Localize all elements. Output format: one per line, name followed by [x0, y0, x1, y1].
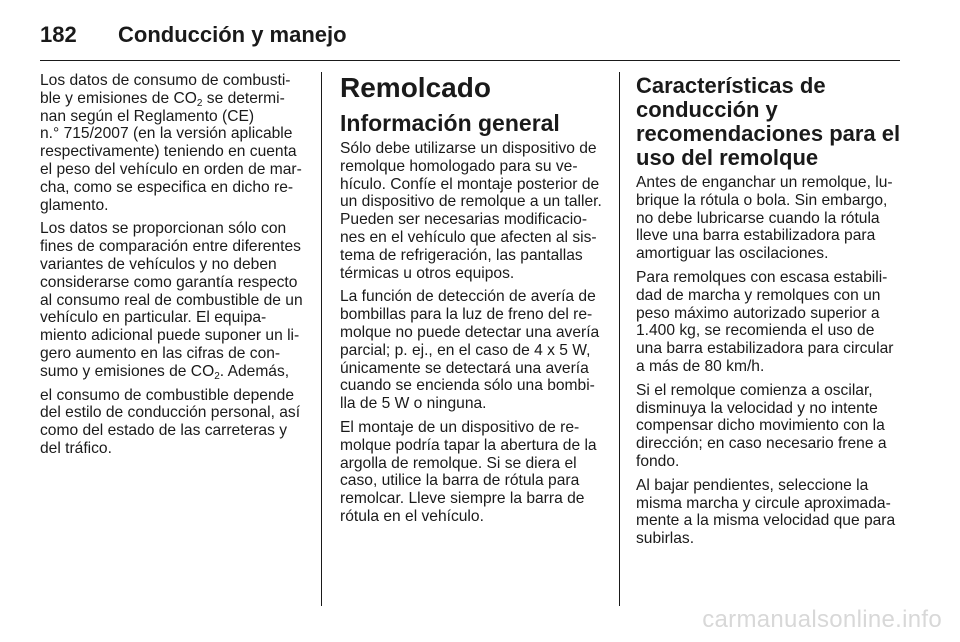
paragraph-bulb-failure [340, 288, 606, 413]
text-line: gero aumento en las cifras de con- [40, 344, 281, 362]
column-middle [340, 72, 606, 532]
watermark: carmanualsonline.info [702, 606, 942, 633]
text-line: argolla de remolque. Si se diera el [340, 454, 577, 472]
text-line: Sólo debe utilizarse un dispositivo de [340, 140, 597, 157]
text-line: vehículo en particular. El equipa- [40, 309, 267, 327]
text-line: bombillas para la luz de freno del re- [340, 306, 593, 324]
text-fragment: ble y emisiones de CO [40, 89, 197, 107]
text-line: Los datos se proporcionan sólo con [40, 220, 287, 238]
text-line: glamento. [40, 196, 109, 214]
text-fragment: . Además, [219, 362, 290, 380]
text-line: dirección; en caso necesario frene a [636, 435, 887, 453]
text-line: remolcar. Lleve siempre la barra de [340, 490, 585, 508]
text-line: Los datos de consumo de combusti- [40, 72, 291, 89]
text-line: amortiguar las oscilaciones. [636, 245, 829, 263]
text-line: misma marcha y circule aproximada- [636, 494, 891, 512]
text-line: cuando se encienda sólo una bombi- [340, 377, 595, 395]
page-header [40, 14, 920, 54]
subscript: 2 [214, 370, 220, 382]
text-fragment: se determi- [202, 89, 285, 107]
heading-line: uso del remolque [636, 145, 819, 170]
text-line: lleve una barra estabilizadora para [636, 227, 876, 245]
text-line: disminuya la velocidad y no intente [636, 399, 878, 417]
text-line: a más de 80 km/h. [636, 357, 765, 375]
text-line: n.° 715/2007 (en la versión aplicable [40, 125, 293, 143]
text-line: 1.400 kg, se recomienda el uso de [636, 322, 875, 340]
text-line: Antes de enganchar un remolque, lu- [636, 174, 893, 191]
text-line: el peso del vehículo en orden de mar- [40, 160, 302, 178]
section-heading-remolcado: Remolcado [340, 72, 491, 103]
text-line [40, 90, 306, 108]
heading-line: conducción y [636, 97, 778, 122]
page-number: 182 [40, 22, 77, 47]
paragraph-towing-device [340, 140, 606, 282]
text-line: rótula en el vehículo. [340, 507, 484, 525]
paragraph-consumption-data [40, 72, 306, 214]
text-line: parcial; p. ej., en el caso de 4 x 5 W, [340, 341, 591, 359]
text-line: cha, como se especifica en dicho re- [40, 178, 294, 196]
text-line: un dispositivo de remolque a un taller. [340, 193, 602, 211]
paragraph-lubrication [636, 174, 908, 263]
text-line: caso, utilice la barra de rótula para [340, 472, 580, 490]
text-line: del tráfico. [40, 439, 112, 457]
column-right [636, 72, 908, 554]
text-line: respectivamente) teniendo en cuenta [40, 143, 297, 161]
text-line: fines de comparación entre diferentes [40, 238, 301, 256]
text-line: molque no puede detectar una avería [340, 323, 600, 341]
text-line: La función de detección de avería de [340, 288, 596, 306]
paragraph-towing-eye [340, 419, 606, 526]
text-line: compensar dicho movimiento con la [636, 417, 885, 435]
text-line: nes en el vehículo que afecten al sis- [340, 228, 597, 246]
paragraph-downhill [636, 477, 908, 548]
text-line: lla de 5 W o ninguna. [340, 395, 487, 413]
text-line: considerarse como garantía respecto [40, 273, 298, 291]
text-line: molque podría tapar la abertura de la [340, 436, 597, 454]
text-line: del estilo de conducción personal, así [40, 404, 301, 422]
paragraph-driving-style [40, 387, 306, 458]
header-rule [40, 60, 900, 61]
text-line: no debe lubricarse cuando la rótula [636, 209, 880, 227]
text-line: subirlas. [636, 530, 695, 548]
text-line: Para remolques con escasa estabili- [636, 268, 888, 286]
text-line: dad de marcha y remolques con un [636, 286, 881, 304]
text-line: El montaje de un dispositivo de re- [340, 418, 580, 436]
text-line: mente a la misma velocidad que para [636, 512, 896, 530]
heading-line: recomendaciones para el [636, 121, 901, 146]
subsection-heading-informacion-general: Información general [340, 110, 560, 136]
text-line: remolque homologado para su ve- [340, 157, 578, 175]
text-line: miento adicional puede suponer un li- [40, 327, 300, 345]
text-line: tema de refrigeración, las pantallas [340, 246, 583, 264]
text-line: Si el remolque comienza a oscilar, [636, 381, 873, 399]
text-line: hículo. Confíe el montaje posterior de [340, 175, 600, 193]
text-line: térmicas u otros equipos. [340, 264, 515, 282]
column-divider-right [619, 72, 620, 606]
paragraph-stabilizer [636, 269, 908, 376]
section-heading-trailer-driving [636, 74, 908, 170]
column-divider-left [321, 72, 322, 606]
text-line: únicamente se detectará una avería [340, 359, 589, 377]
text-line: una barra estabilizadora para circular [636, 340, 894, 358]
text-line [40, 363, 306, 381]
column-left [40, 72, 306, 464]
chapter-title: Conducción y manejo [118, 22, 347, 47]
text-fragment: sumo y emisiones de CO [40, 362, 215, 380]
subscript: 2 [196, 97, 203, 109]
paragraph-oscillation [636, 382, 908, 471]
paragraph-comparison-data [40, 220, 306, 380]
text-line: brique la rótula o bola. Sin embargo, [636, 191, 888, 209]
text-line: como del estado de las carreteras y [40, 422, 288, 440]
text-line: nan según el Reglamento (CE) [40, 107, 255, 125]
heading-line: Características de [636, 73, 826, 98]
text-line: fondo. [636, 452, 680, 470]
text-line: peso máximo autorizado superior a [636, 304, 880, 322]
text-line: Pueden ser necesarias modificacio- [340, 211, 588, 229]
text-line: Al bajar pendientes, seleccione la [636, 476, 869, 494]
text-line: el consumo de combustible depende [40, 386, 294, 404]
text-line: al consumo real de combustible de un [40, 291, 303, 309]
text-line: variantes de vehículos y no deben [40, 255, 277, 273]
